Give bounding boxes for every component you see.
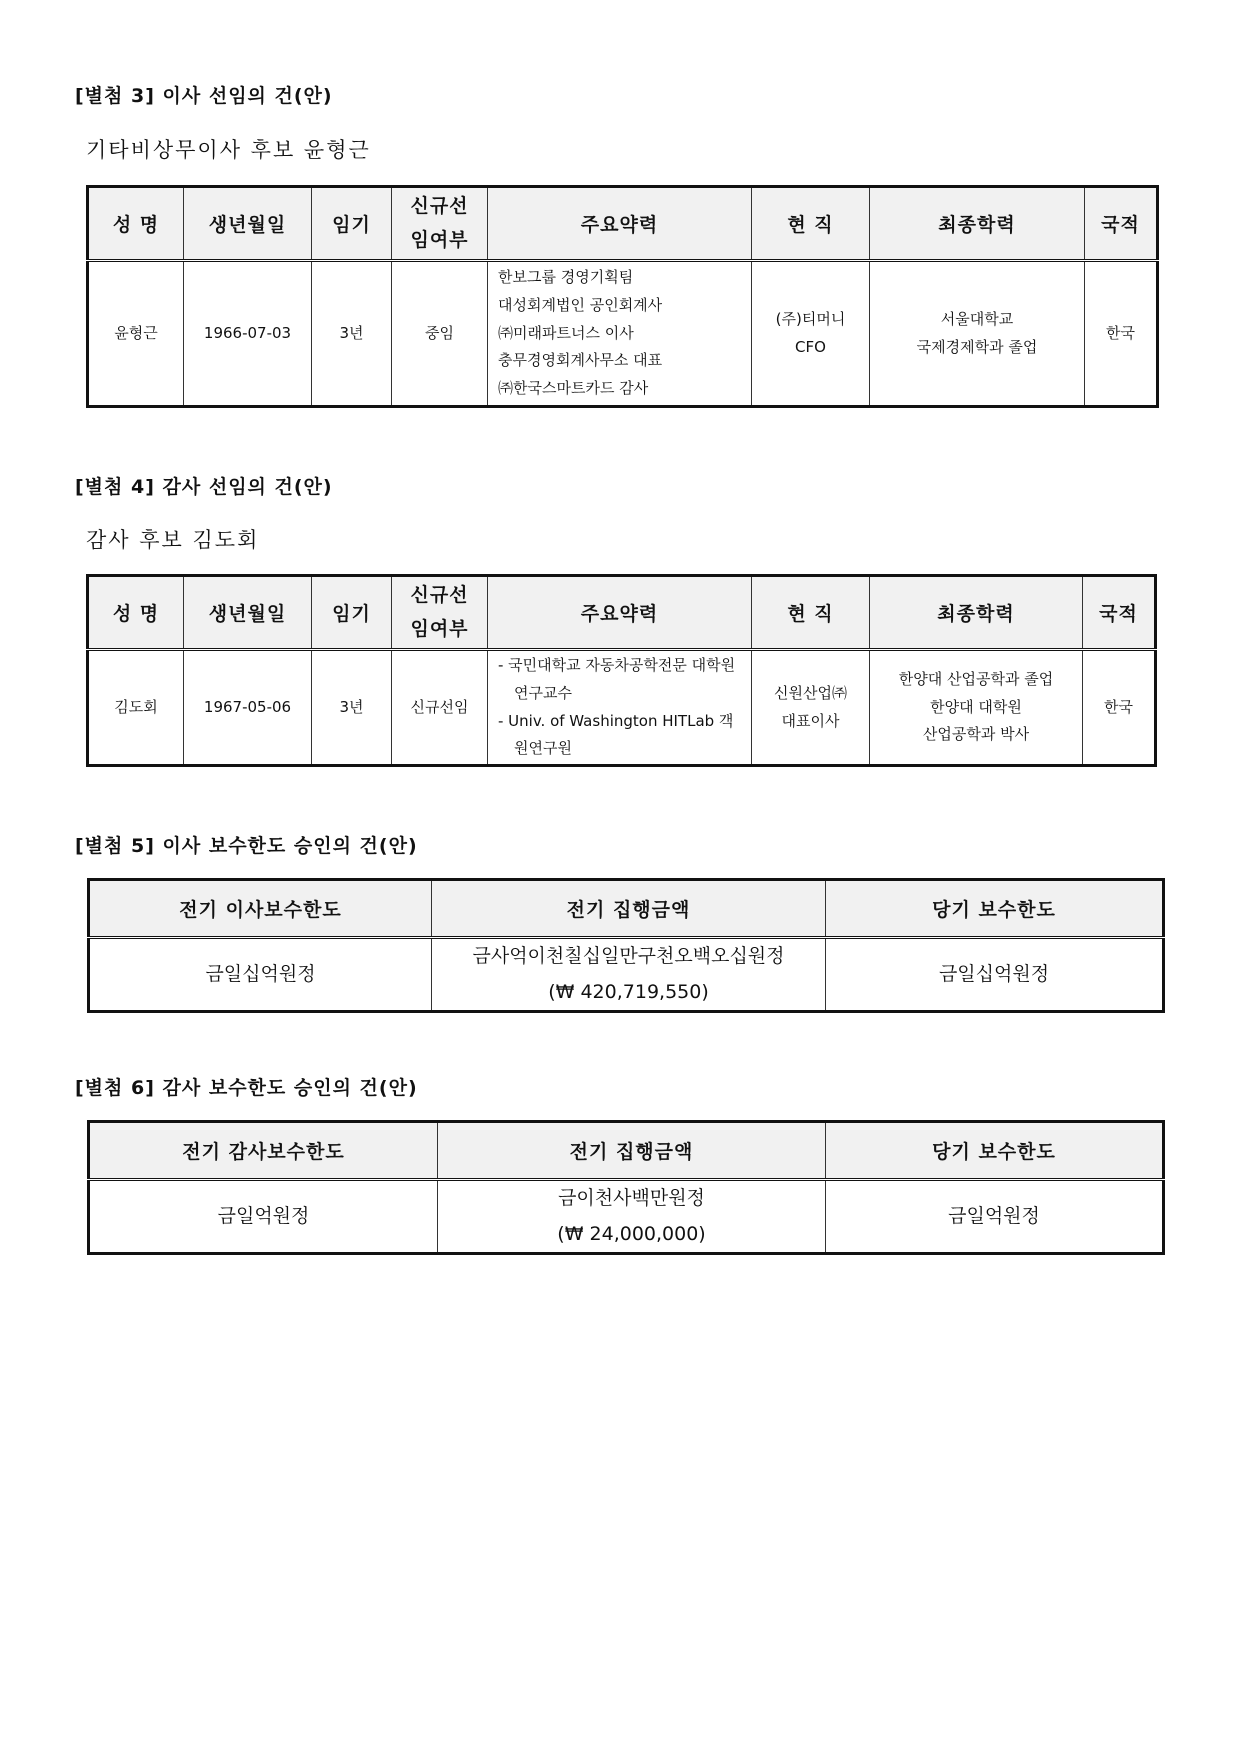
career-item: 한보그룹 경영기획팀 <box>498 268 634 287</box>
header-nationality: 국적 <box>1085 187 1158 261</box>
current-line: (주)티머니 <box>775 309 846 328</box>
director-pay-table <box>87 878 1165 1013</box>
candidate-current <box>752 261 870 407</box>
header-new-or-re <box>392 576 488 650</box>
header-new-or-re <box>392 187 488 261</box>
executed-amount-number: (₩ 420,719,550) <box>548 980 709 1003</box>
header-birth: 생년월일 <box>184 576 312 650</box>
prev-limit-value: 금일억원정 <box>89 1180 438 1254</box>
section-3-heading: [별첨 3] 이사 선임의 건(안) <box>75 85 333 107</box>
prev-limit-value: 금일십억원정 <box>89 938 432 1012</box>
header-nationality: 국적 <box>1083 576 1156 650</box>
current-limit-value: 금일억원정 <box>826 1180 1164 1254</box>
header-current-limit: 당기 보수한도 <box>826 880 1164 938</box>
section-5-heading: [별첨 5] 이사 보수한도 승인의 건(안) <box>75 835 418 857</box>
current-line: CFO <box>795 337 826 356</box>
header-name: 성 명 <box>88 187 184 261</box>
auditor-candidate-table <box>86 574 1157 767</box>
header-prev-limit: 전기 감사보수한도 <box>89 1122 438 1180</box>
header-new-or-re-line1: 신규선 <box>410 584 469 607</box>
candidate-career <box>488 261 752 407</box>
executed-amount <box>432 938 826 1012</box>
candidate-new-or-re: 신규선임 <box>392 650 488 766</box>
header-current: 현 직 <box>752 187 870 261</box>
header-birth: 생년월일 <box>184 187 312 261</box>
career-item: - 국민대학교 자동차공학전문 대학원 연구교수 <box>498 656 736 702</box>
executed-amount-text: 금사억이천칠십일만구천오백오십원정 <box>472 945 785 968</box>
section-6-heading: [별첨 6] 감사 보수한도 승인의 건(안) <box>75 1077 418 1099</box>
auditor-pay-table <box>87 1120 1165 1255</box>
candidate-career <box>488 650 752 766</box>
header-executed: 전기 집행금액 <box>432 880 826 938</box>
education-line: 국제경제학과 졸업 <box>916 337 1038 356</box>
header-term: 임기 <box>312 187 392 261</box>
candidate-term: 3년 <box>312 650 392 766</box>
career-item: 충무경영회계사무소 대표 <box>498 351 663 370</box>
candidate-birth: 1966-07-03 <box>184 261 312 407</box>
career-item: ㈜한국스마트카드 감사 <box>498 379 649 398</box>
candidate-nationality: 한국 <box>1083 650 1156 766</box>
header-current-limit: 당기 보수한도 <box>826 1122 1164 1180</box>
education-line: 서울대학교 <box>940 309 1014 328</box>
current-limit-value: 금일십억원정 <box>826 938 1164 1012</box>
header-current: 현 직 <box>752 576 870 650</box>
candidate-nationality: 한국 <box>1085 261 1158 407</box>
header-new-or-re-line2: 임여부 <box>410 617 469 640</box>
current-line: 신원산업㈜ <box>774 683 847 702</box>
header-name: 성 명 <box>88 576 184 650</box>
header-career: 주요약력 <box>488 576 752 650</box>
header-prev-limit: 전기 이사보수한도 <box>89 880 432 938</box>
education-line: 산업공학과 박사 <box>922 725 1030 744</box>
career-item: 대성회계법인 공인회계사 <box>498 295 663 314</box>
executed-amount-text: 금이천사백만원정 <box>558 1187 705 1210</box>
section-3-subtitle: 기타비상무이사 후보 윤형근 <box>86 138 371 162</box>
director-candidate-table <box>86 185 1159 408</box>
candidate-education <box>870 650 1083 766</box>
executed-amount-number: (₩ 24,000,000) <box>557 1222 706 1245</box>
candidate-education <box>870 261 1085 407</box>
candidate-name: 윤형근 <box>88 261 184 407</box>
career-item: ㈜미래파트너스 이사 <box>498 323 634 342</box>
career-item: - Univ. of Washington HITLab 객원연구원 <box>498 711 734 758</box>
section-4-subtitle: 감사 후보 김도회 <box>86 528 260 552</box>
header-education: 최종학력 <box>870 576 1083 650</box>
header-career: 주요약력 <box>488 187 752 261</box>
candidate-current <box>752 650 870 766</box>
education-line: 한양대 산업공학과 졸업 <box>898 669 1054 688</box>
education-line: 한양대 대학원 <box>930 697 1022 716</box>
candidate-new-or-re: 중임 <box>392 261 488 407</box>
header-new-or-re-line2: 임여부 <box>410 228 469 251</box>
section-4-heading: [별첨 4] 감사 선임의 건(안) <box>75 476 333 498</box>
candidate-name: 김도회 <box>88 650 184 766</box>
header-new-or-re-line1: 신규선 <box>410 195 469 218</box>
header-term: 임기 <box>312 576 392 650</box>
candidate-birth: 1967-05-06 <box>184 650 312 766</box>
header-education: 최종학력 <box>870 187 1085 261</box>
current-line: 대표이사 <box>781 711 840 730</box>
candidate-term: 3년 <box>312 261 392 407</box>
header-executed: 전기 집행금액 <box>438 1122 826 1180</box>
executed-amount <box>438 1180 826 1254</box>
